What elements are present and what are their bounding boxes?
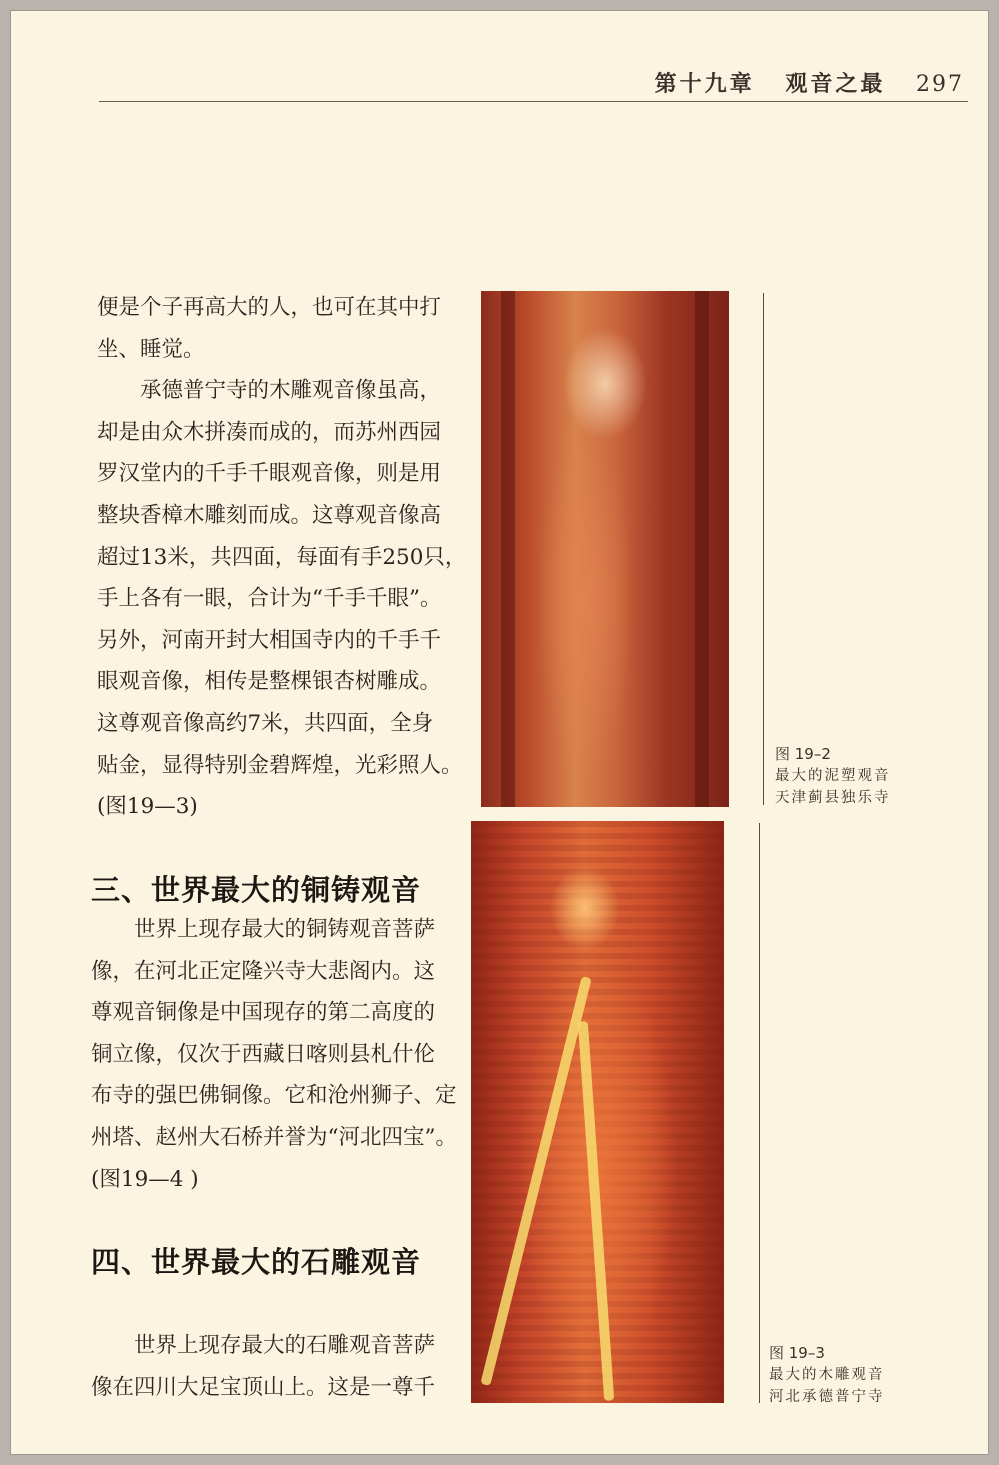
text-line: 眼观音像，相传是整棵银杏树雕成。 [97, 669, 442, 695]
text-line: 像在四川大足宝顶山上。这是一尊千 [91, 1374, 436, 1400]
photo-detail [578, 1021, 614, 1401]
running-header [635, 67, 964, 98]
body-text-top [97, 287, 466, 828]
text-line: (图19—3) [97, 794, 198, 820]
text-line: 布寺的强巴佛铜像。它和沧州狮子、定 [91, 1083, 457, 1109]
text-line: 便是个子再高大的人，也可在其中打 [97, 295, 442, 320]
text-line: 却是由众木拼凑而成的，而苏州西园 [97, 419, 442, 445]
figure-caption-line: 最大的木雕观音 [769, 1367, 885, 1383]
header-rule [99, 101, 968, 102]
figure-caption-line: 河北承德普宁寺 [769, 1389, 885, 1405]
book-page [10, 10, 989, 1455]
body-text-section3 [91, 909, 457, 1200]
photo-detail [501, 291, 515, 807]
text-line: 整块香樟木雕刻而成。这尊观音像高 [97, 502, 442, 528]
text-line: 铜立像，仅次于西藏日喀则县札什伦 [91, 1041, 436, 1067]
text-line: 尊观音铜像是中国现存的第二高度的 [91, 1000, 436, 1026]
text-line: 坐、睡觉。 [97, 336, 205, 362]
caption-figure-19-3 [769, 1342, 885, 1408]
text-line: 州塔、赵州大石桥并誉为“河北四宝”。 [91, 1124, 457, 1150]
text-line: 承德普宁寺的木雕观音像虽高， [97, 378, 442, 404]
text-line: 贴金，显得特别金碧辉煌，光彩照人。 [97, 752, 463, 778]
text-line: 手上各有一眼，合计为“千手千眼”。 [97, 586, 442, 612]
figure-number: 图 19–2 [775, 745, 831, 763]
text-line: 世界上现存最大的石雕观音菩萨 [91, 1333, 436, 1358]
photo-detail [695, 291, 709, 807]
chapter-title: 观音之最 [785, 71, 886, 97]
photo-detail [480, 976, 591, 1386]
photo-clay-guanyin [481, 291, 729, 807]
text-line: 另外，河南开封大相国寺内的千手千 [97, 627, 442, 653]
page-number: 297 [916, 72, 964, 97]
section-heading-4: 四、世界最大的石雕观音 [91, 1245, 422, 1279]
text-line: 世界上现存最大的铜铸观音菩萨 [91, 917, 436, 942]
text-line: 像，在河北正定隆兴寺大悲阁内。这 [91, 958, 436, 984]
caption-figure-19-2 [775, 743, 891, 809]
chapter-label: 第十九章 [654, 71, 755, 97]
caption-divider [759, 823, 760, 1403]
figure-caption-line: 最大的泥塑观音 [775, 768, 891, 784]
section-heading-3: 三、世界最大的铜铸观音 [91, 873, 422, 907]
body-text-section4 [91, 1325, 435, 1408]
figure-caption-line: 天津蓟县独乐寺 [775, 790, 891, 806]
figure-number: 图 19–3 [769, 1344, 825, 1362]
text-line: (图19—4 ) [91, 1166, 199, 1192]
text-line: 罗汉堂内的千手千眼观音像，则是用 [97, 461, 442, 487]
photo-wooden-guanyin [471, 821, 724, 1403]
caption-divider [763, 293, 764, 805]
text-line: 这尊观音像高约7米，共四面，全身 [97, 710, 434, 736]
text-line: 超过13米，共四面，每面有手250只， [97, 544, 467, 570]
